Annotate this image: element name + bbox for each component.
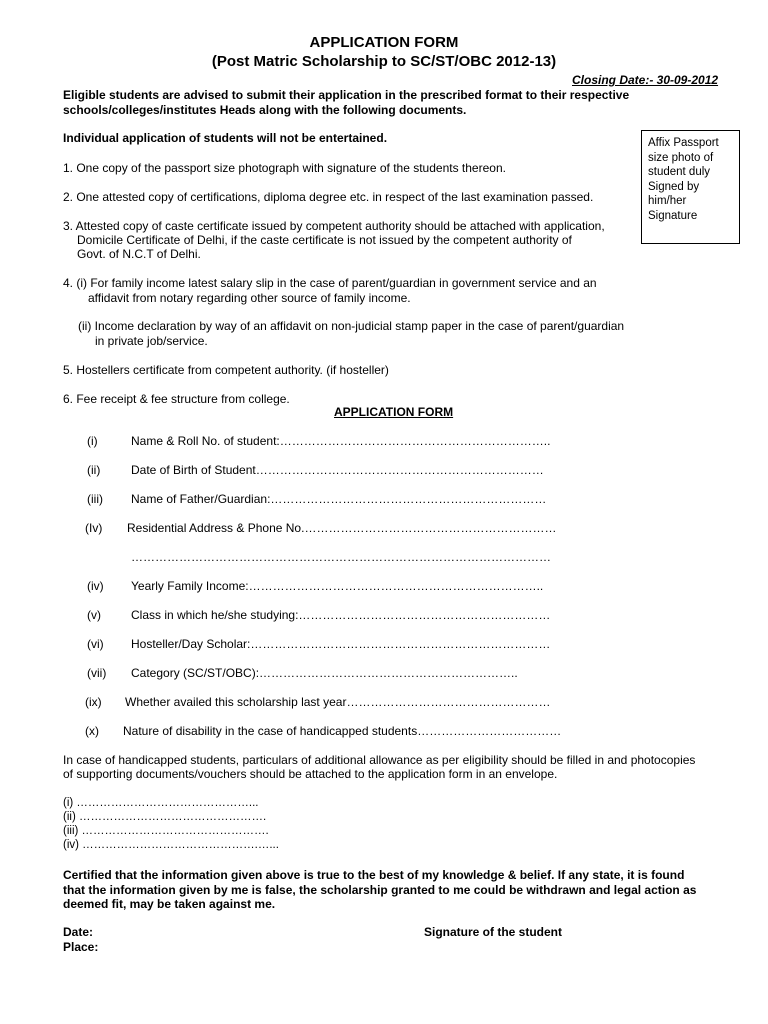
field-number: (vi) [87,637,104,651]
field-disability[interactable]: Nature of disability in the case of handicapped students……………………………… [123,724,562,738]
field-number: (ix) [85,695,102,709]
allowance-field[interactable]: (iii) …………………………………………. [63,825,269,837]
field-category[interactable]: Category (SC/ST/OBC):……………………………………………………….. [131,666,518,680]
document-item-4i-line-2: affidavit from notary regarding other source of family income. [88,291,411,305]
certification-line-3: deemed fit, may be taken against me. [63,897,276,911]
certification-line-1: Certified that the information given above is true to the best of my knowledge & belief. If any state, it is found [63,868,685,882]
form-heading: APPLICATION FORM [334,405,454,419]
handicap-note-line-2: of supporting documents/vouchers should be attached to the application form in an envelope. [63,767,558,781]
field-number: (v) [87,608,101,622]
field-address-continuation[interactable]: …………………………………………………………………………………………… [131,550,551,564]
field-family-income[interactable]: Yearly Family Income:……………………………………………………………….. [131,579,544,593]
field-number: (x) [85,724,99,738]
field-name-roll[interactable]: Name & Roll No. of student:………………………………………………………….. [131,434,551,448]
field-number: (iii) [87,492,103,506]
field-father-guardian[interactable]: Name of Father/Guardian:…………………………………………………………… [131,492,547,506]
photo-box-line: Signed by [648,180,700,193]
document-item-2: 2. One attested copy of certifications, diploma degree etc. in respect of the last examination passed. [63,190,594,204]
closing-date: Closing Date:- 30-09-2012 [572,73,719,87]
intro-line-1: Eligible students are advised to submit their application in the prescribed format to their respective [63,88,630,102]
allowance-field[interactable]: (ii) …………………………………………. [63,811,267,823]
document-item-3-line-3: Govt. of N.C.T of Delhi. [77,247,201,261]
field-address-phone[interactable]: Residential Address & Phone No.……………………………………………………… [127,521,557,535]
allowance-field[interactable]: (i) ………………………………………... [63,797,259,809]
field-number: (ii) [87,463,101,477]
field-number: (i) [87,434,98,448]
document-item-4i-line-1: 4. (i) For family income latest salary slip in the case of parent/guardian in government service and an [63,276,597,290]
intro-line-2: schools/colleges/institutes Heads along with the following documents. [63,103,467,117]
photo-box-line: student duly [648,166,711,178]
document-item-4ii-line-1: (ii) Income declaration by way of an affidavit on non-judicial stamp paper in the case of parent/guardian [78,319,625,333]
document-item-5: 5. Hostellers certificate from competent authority. (if hosteller) [63,363,389,377]
field-number: (iv) [87,579,104,593]
field-scholarship-availed[interactable]: Whether availed this scholarship last year…………………………………………… [125,695,551,709]
date-label: Date: [63,925,94,939]
page-subtitle: (Post Matric Scholarship to SC/ST/OBC 2012-13) [211,53,557,70]
page-title: APPLICATION FORM [309,34,459,51]
photo-box-line: Signature [648,209,698,222]
photo-box-line: Affix Passport [648,137,719,149]
photo-box-line: him/her [648,195,687,207]
photo-box-line: size photo of [648,151,714,164]
field-hosteller-day-scholar[interactable]: Hosteller/Day Scholar:………………………………………………………………… [131,637,551,651]
document-item-3-line-1: 3. Attested copy of caste certificate issued by competent authority should be attached with application, [63,219,605,233]
signature-label: Signature of the student [424,925,562,939]
document-item-4ii-line-2: in private job/service. [95,334,208,348]
individual-note: Individual application of students will not be entertained. [63,131,388,145]
document-item-1: 1. One copy of the passport size photograph with signature of the students thereon. [63,161,506,175]
place-label: Place: [63,940,99,954]
handicap-note-line-1: In case of handicapped students, particulars of additional allowance as per eligibility should be filled in and photocopies [63,753,696,767]
document-item-6: 6. Fee receipt & fee structure from college. [63,392,290,406]
document-item-3-line-2: Domicile Certificate of Delhi, if the caste certificate is not issued by the competent authority of [77,233,572,247]
photo-box [641,130,740,244]
allowance-field[interactable]: (iv) ……………………………………….…... [63,839,279,851]
field-date-of-birth[interactable]: Date of Birth of Student……………………………………………………………… [131,463,544,477]
field-number: (vii) [87,666,107,680]
field-number: (Iv) [85,521,103,535]
certification-line-2: that the information given by me is false, the scholarship granted to me could be withdrawn and legal action as [63,883,697,897]
field-class[interactable]: Class in which he/she studying:……………………………………………………… [131,608,551,622]
